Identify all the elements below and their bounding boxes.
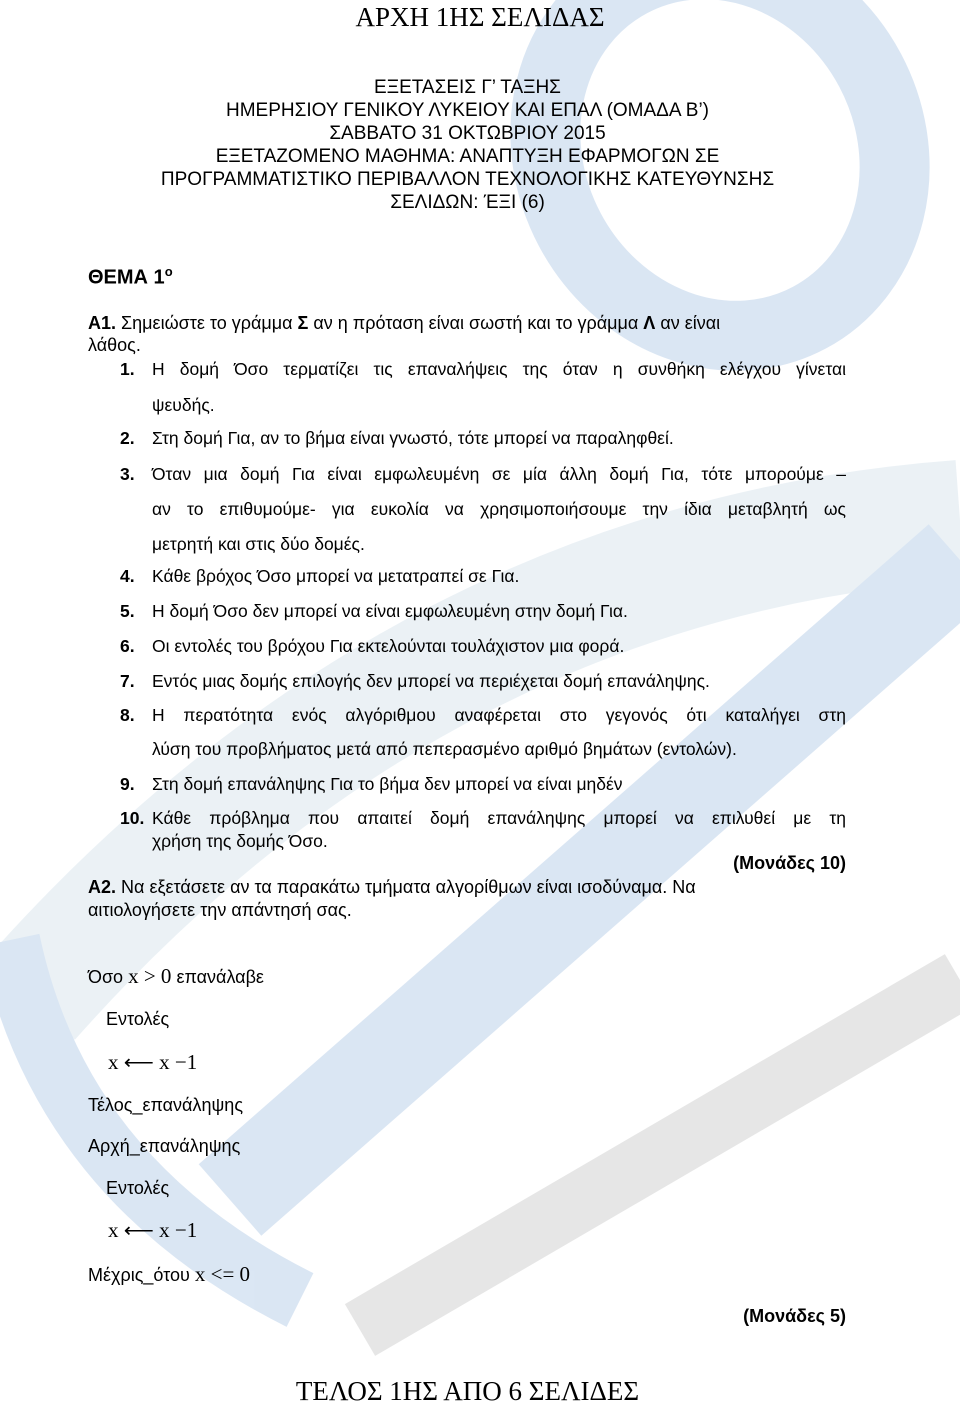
- statement-line: Η περατότητα ενός αλγόριθμου αναφέρεται στο γεγονός ότι καταλήγει στη: [152, 705, 846, 725]
- section-title-sup: ο: [164, 264, 173, 279]
- statement-number: 4.: [120, 566, 135, 586]
- a1-intro: [88, 312, 720, 334]
- statement-line: ψευδής.: [152, 395, 215, 415]
- a1-sigma: Σ: [297, 313, 309, 333]
- until-keyword: Μέχρις_ότου: [88, 1265, 190, 1285]
- a2-label: Α2.: [88, 877, 117, 897]
- statement-number: 9.: [120, 774, 135, 794]
- statement-number: 2.: [120, 428, 135, 448]
- statement-number: 10.: [120, 808, 145, 828]
- exam-header-line: ΗΜΕΡΗΣΙΟΥ ΓΕΝΙΚΟΥ ΛΥΚΕΙΟΥ ΚΑΙ ΕΠΑΛ (ΟΜΑΔΑ Β’): [225, 100, 710, 121]
- a1-lambda: Λ: [643, 313, 656, 333]
- a1-intro-part2: αν η πρόταση είναι σωστή και το γράμμα: [313, 313, 639, 333]
- a1-intro-part3: αν είναι: [660, 313, 721, 333]
- page-header: ΑΡΧΗ 1ΗΣ ΣΕΛΙΔΑΣ: [355, 2, 605, 32]
- algo1-commands: Εντολές: [106, 1009, 170, 1029]
- a1-intro-part1: Σημειώστε το γράμμα: [121, 313, 293, 333]
- statement-line: Στη δομή επανάληψης Για το βήμα δεν μπορεί να είναι μηδέν: [152, 774, 623, 794]
- a2-marks: (Μονάδες 5): [743, 1306, 846, 1326]
- a1-marks: (Μονάδες 10): [733, 853, 846, 873]
- algo2-until-line: [88, 1263, 250, 1286]
- algo2-assignment: x ⟵ x −1: [108, 1218, 198, 1242]
- a1-intro-line2: λάθος.: [88, 335, 141, 355]
- until-condition: x <= 0: [194, 1262, 251, 1286]
- exam-header-line: ΕΞΕΤΑΖΟΜΕΝΟ ΜΑΘΗΜΑ: ΑΝΑΠΤΥΞΗ ΕΦΑΡΜΟΓΩΝ ΣΕ: [215, 146, 720, 167]
- repeat-keyword: επανάλαβε: [176, 967, 264, 987]
- statement-line: χρήση της δομής Όσο.: [152, 831, 328, 851]
- statement-line: Κάθε πρόβλημα που απαιτεί δομή επανάληψης μπορεί να επιλυθεί με τη: [152, 808, 846, 828]
- a1-label: Α1.: [88, 313, 117, 333]
- statement-number: 7.: [120, 671, 135, 691]
- exam-header-line: ΣΕΛΙΔΩΝ: ΈΞΙ (6): [390, 192, 545, 213]
- exam-header: [0, 76, 935, 214]
- algo2-commands: Εντολές: [106, 1178, 170, 1198]
- statement-line: Εντός μιας δομής επιλογής δεν μπορεί να περιέχεται δομή επανάληψης.: [152, 671, 710, 691]
- page-footer: ΤΕΛΟΣ 1ΗΣ ΑΠΟ 6 ΣΕΛΙΔΕΣ: [295, 1376, 640, 1406]
- statement-number: 6.: [120, 636, 135, 656]
- a2-text-line1: Να εξετάσετε αν τα παρακάτω τμήματα αλγορίθμων είναι ισοδύναμα. Να: [121, 877, 696, 897]
- section-title-text: ΘΕΜΑ 1: [88, 266, 165, 289]
- statement-number: 1.: [120, 359, 135, 379]
- statement-number: 3.: [120, 464, 135, 484]
- algo1-end: Τέλος_επανάληψης: [88, 1095, 243, 1115]
- algo2-start: Αρχή_επανάληψης: [88, 1136, 241, 1156]
- statement-number: 5.: [120, 601, 135, 621]
- statement-line: Στη δομή Για, αν το βήμα είναι γνωστό, τότε μπορεί να παραληφθεί.: [152, 428, 674, 448]
- statement-number: 8.: [120, 705, 135, 725]
- statement-line: Η δομή Όσο δεν μπορεί να είναι εμφωλευμένη στην δομή Για.: [152, 601, 628, 621]
- exam-header-line: ΠΡΟΓΡΑΜΜΑΤΙΣΤΙΚΟ ΠΕΡΙΒΑΛΛΟΝ ΤΕΧΝΟΛΟΓΙΚΗΣ ΚΑΤΕΥΘΥΝΣΗΣ: [160, 169, 775, 190]
- statement-line: Η δομή Όσο τερματίζει τις επαναλήψεις της όταν η συνθήκη ελέγχου γίνεται: [152, 359, 846, 379]
- algo1-assignment: x ⟵ x −1: [108, 1050, 198, 1074]
- statement-line: Κάθε βρόχος Όσο μπορεί να μετατραπεί σε Για.: [152, 566, 520, 586]
- section-title: [88, 264, 173, 290]
- a2-text-line2: αιτιολογήσετε την απάντησή σας.: [88, 900, 352, 920]
- statement-line: λύση του προβλήματος μετά από πεπερασμένο αριθμό βημάτων (εντολών).: [152, 739, 737, 759]
- while-keyword: Όσο: [88, 967, 124, 987]
- a2-text: [88, 876, 696, 898]
- statement-line: μετρητή και στις δύο δομές.: [152, 534, 365, 554]
- statement-line: Οι εντολές του βρόχου Για εκτελούνται τουλάχιστον μια φορά.: [152, 636, 625, 656]
- statement-line: αν το επιθυμούμε- για ευκολία να χρησιμοποιήσουμε την ίδια μεταβλητή ως: [152, 499, 846, 519]
- exam-header-line: ΕΞΕΤΑΣΕΙΣ Γ’ ΤΑΞΗΣ: [374, 77, 561, 98]
- exam-header-line: ΣΑΒΒΑΤΟ 31 ΟΚΤΩΒΡΙΟΥ 2015: [329, 123, 606, 144]
- statement-line: Όταν μια δομή Για είναι εμφωλευμένη σε μία άλλη δομή Για, τότε μπορούμε –: [152, 464, 846, 484]
- while-condition: x > 0: [128, 964, 172, 988]
- algo1-while-line: [88, 965, 264, 988]
